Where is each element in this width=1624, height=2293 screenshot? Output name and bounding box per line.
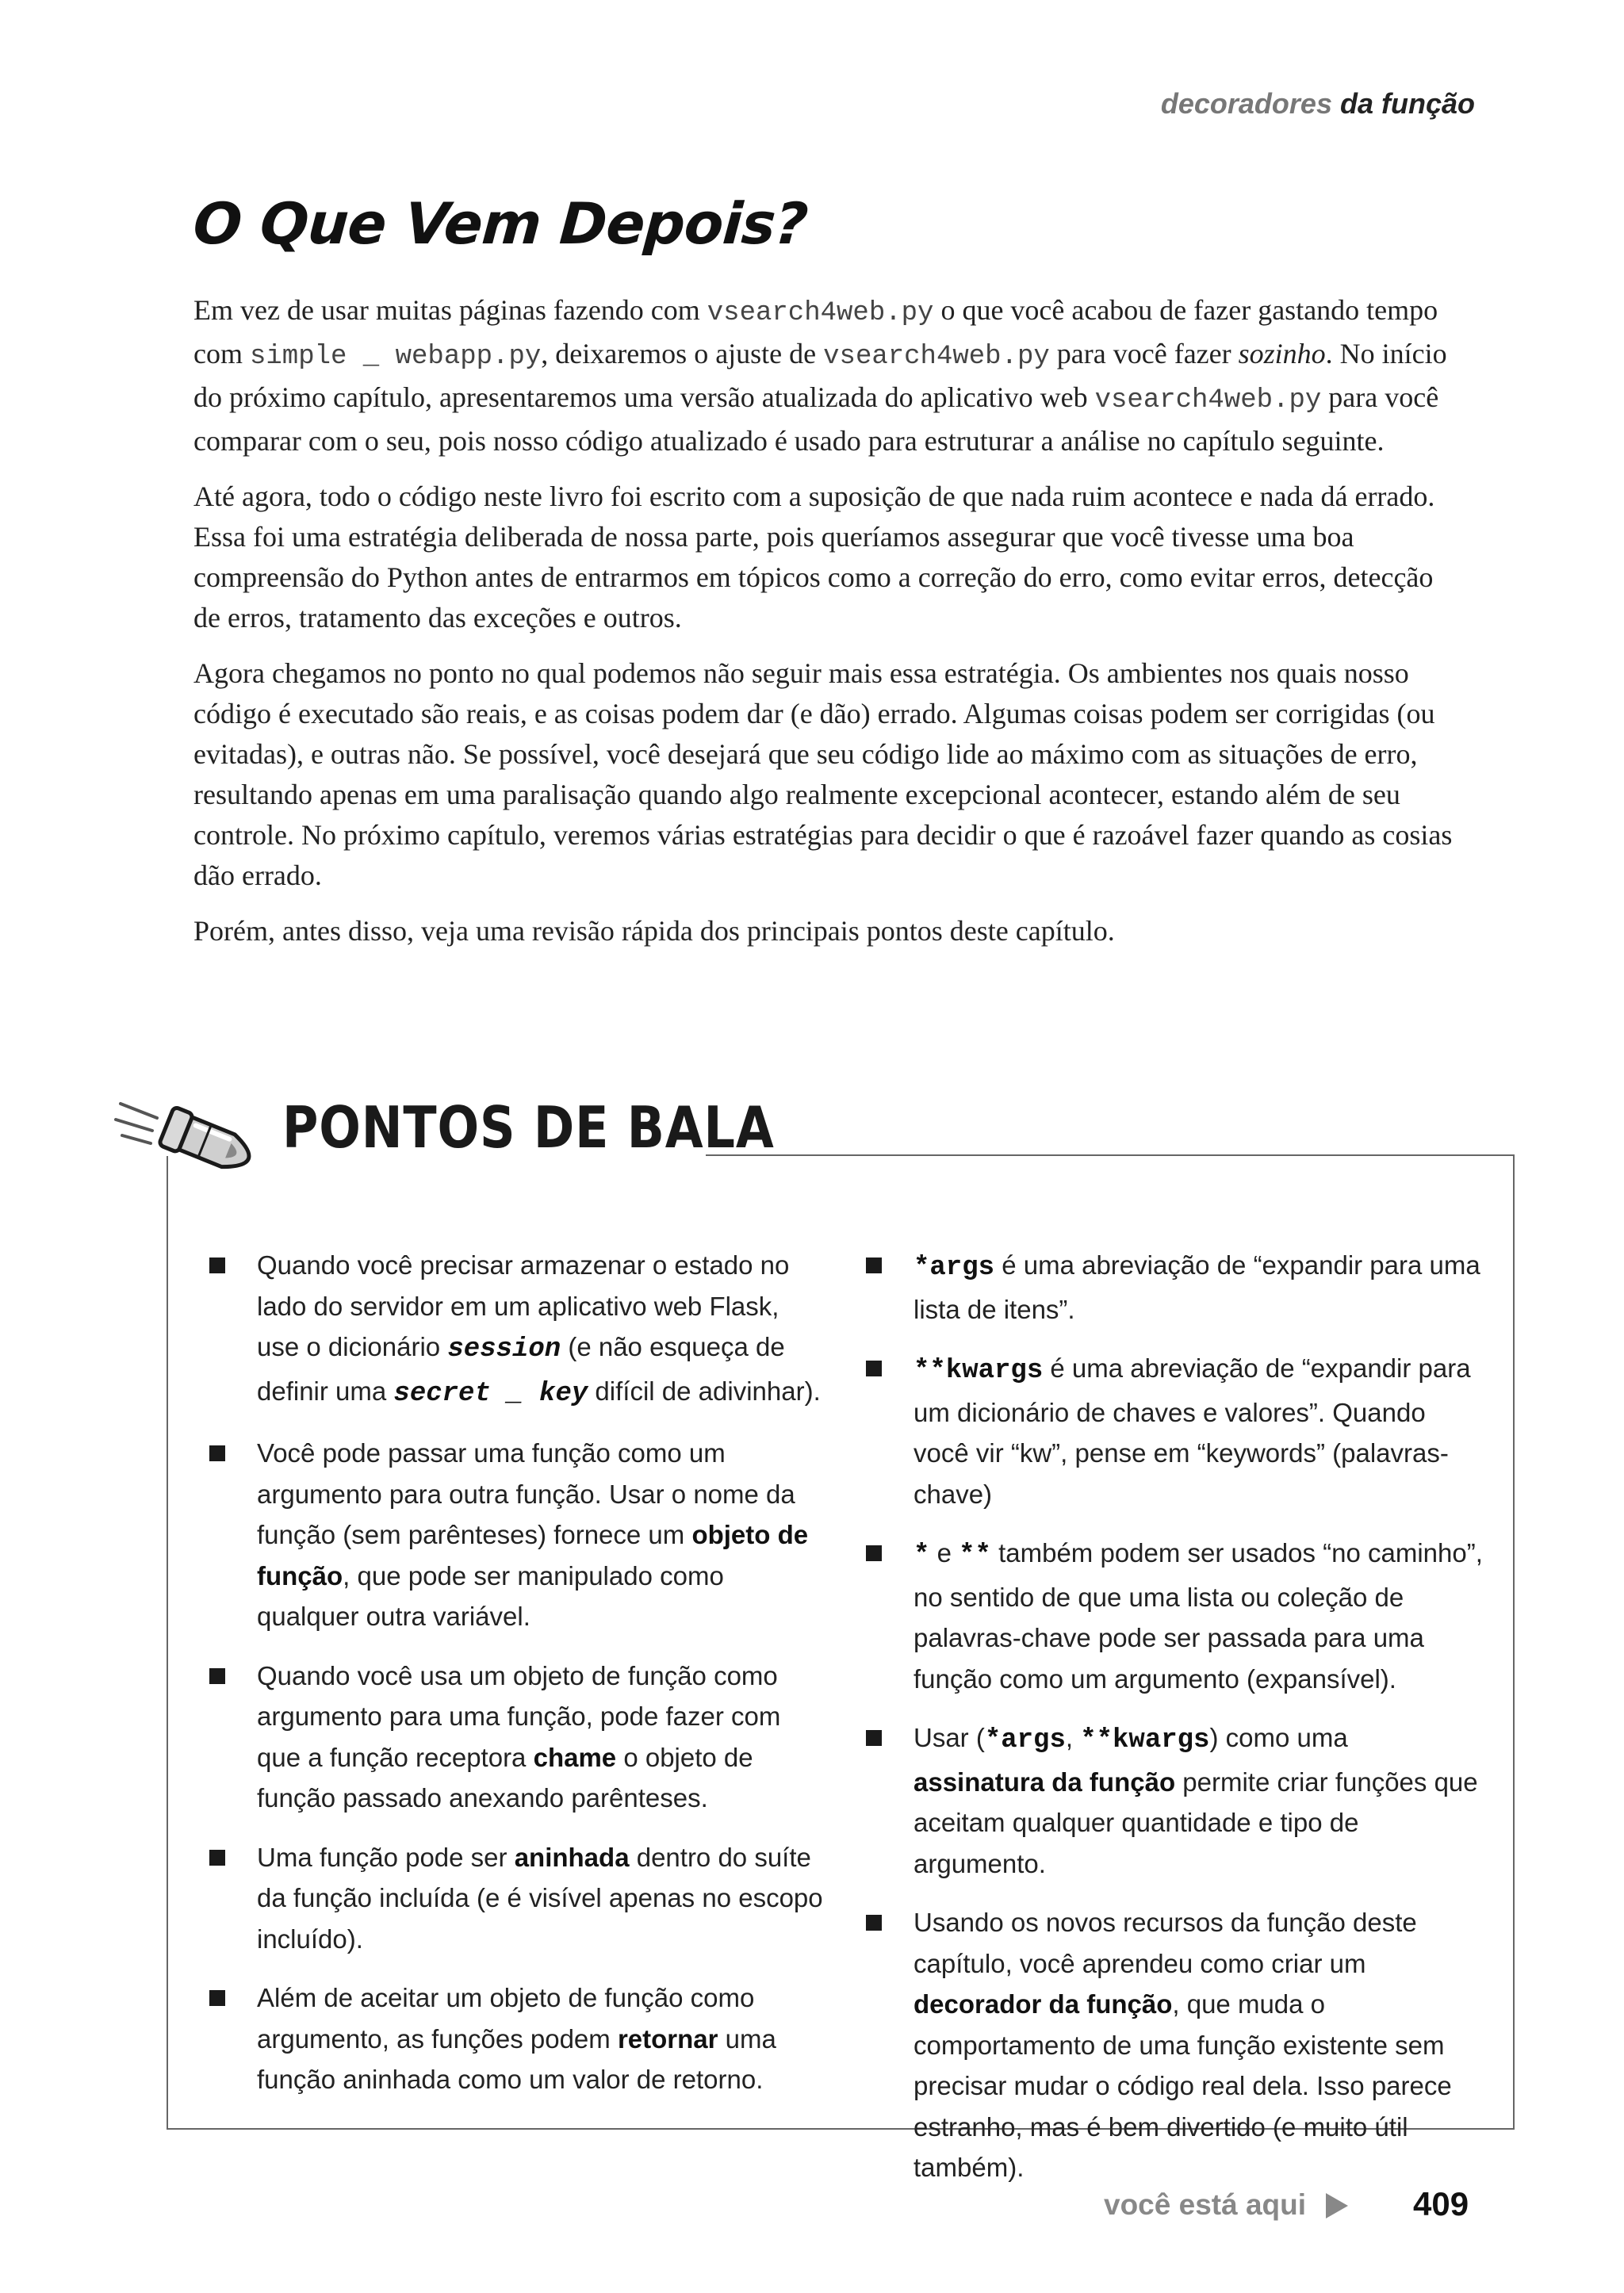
footer-label: você está aqui [1104,2188,1307,2221]
bold-term: objeto de função [257,1520,809,1591]
list-item [209,1245,828,1414]
text: Uma função pode ser [257,1842,515,1872]
list-item [866,1245,1484,1330]
square-bullet-icon [209,1990,225,2006]
text: ) como uma [1209,1723,1348,1752]
list-item [209,1433,828,1637]
code-filename: vsearch4web.py [707,298,934,328]
bullet-column-left [209,1245,828,2119]
bullet-points-title: PONTOS DE BALA [282,1094,775,1161]
text: uma função aninhada como um valor de retorno. [257,2023,776,2094]
code-filename: vsearch4web.py [1094,385,1322,415]
text: Usando os novos recursos da função deste capítulo, você aprendeu como criar um [914,1908,1417,1978]
text: e [929,1538,959,1568]
bold-term: chame [533,1742,617,1772]
square-bullet-icon [209,1850,225,1866]
square-bullet-icon [209,1445,225,1461]
square-bullet-icon [866,1730,882,1746]
code-term: * [914,1541,930,1571]
text: também podem ser usados “no caminho”, no sentido de que uma lista ou coleção de palavras-chave pode ser passada para uma função como um argumento (expansível). [914,1538,1483,1694]
text: Quando você usa um objeto de função como argumento para uma função, pode fazer com que a função receptora [257,1660,781,1772]
list-item [209,1837,828,1960]
square-bullet-icon [866,1258,882,1273]
paragraph-2: Até agora, todo o código neste livro foi escrito com a suposição de que nada ruim acontece e nada dá errado. Essa foi uma estratégia deliberada de nossa parte, pois queríamos assegurar que você tivesse uma boa compreensão do Python antes de entrarmos em tópicos como a correção do erro, como evitar erros, detecção de erros, tratamento das exceções e outros. [193,480,1435,634]
code-term: *args [914,1253,995,1283]
body-text [193,290,1454,967]
bold-term: retornar [617,2023,718,2054]
paragraph-3: Agora chegamos no ponto no qual podemos não seguir mais essa estratégia. Os ambientes nos quais nosso código é executado são reais, e as coisas podem dar (e dão) errado. Algumas coisas podem ser corrigidas (ou evitadas), e outras não. Se possível, você desejará que seu código lide ao máximo com as situações de erro, resultando apenas em uma paralisação quando algo realmente excepcional acontecer, estando além de seu controle. No próximo capítulo, veremos várias estratégias para decidir o que é razoável fazer quando as cosias dão errado. [193,657,1453,891]
text: Além de aceitar um objeto de função como argumento, as funções podem [257,1983,755,2054]
square-bullet-icon [209,1258,225,1273]
bold-term: aninhada [514,1842,630,1872]
bold-term: assinatura da função [914,1767,1176,1797]
text: , que pode ser manipulado como qualquer outra variável. [257,1560,724,1631]
list-item [209,1656,828,1819]
code-term: **kwargs [914,1356,1044,1386]
square-bullet-icon [866,1545,882,1561]
text: é uma abreviação de “expandir para um dicionário de chaves e valores”. Quando você vir “kw”, pense em “keywords” (palavras-chave) [914,1353,1471,1509]
paragraph-1 [193,290,1454,461]
text: para você fazer [1049,338,1239,369]
emphasis: sozinho [1238,338,1326,369]
code-filename: simple _ webapp.py [249,342,542,372]
text: o que você acabou de fazer gastando tempo com [193,294,1438,369]
list-item [866,1902,1484,2188]
square-bullet-icon [209,1668,225,1684]
list-item [866,1533,1484,1699]
list-item [866,1717,1484,1884]
list-item [866,1348,1484,1514]
bold-term: decorador da função [914,1989,1173,2019]
text: permite criar funções que aceitam qualquer quantidade e tipo de argumento. [914,1767,1478,1878]
triangle-right-icon [1326,2193,1348,2218]
bullet-column-right [866,1245,1484,2207]
square-bullet-icon [866,1915,882,1931]
text: Quando você precisar armazenar o estado no lado do servidor em um aplicativo web Flask, use o dicionário [257,1250,790,1361]
code-term: secret _ key [393,1378,588,1409]
text: , deixaremos o ajuste de [541,338,824,369]
text: para você comparar com o seu, pois nosso código atualizado é usado para estruturar a análise no capítulo seguinte. [193,381,1439,457]
page-title: O Que Vem Depois? [191,190,810,257]
text: Usar ( [914,1723,985,1752]
page-number: 409 [1413,2185,1469,2222]
running-head-section: decoradores [1160,87,1332,120]
text: Em vez de usar muitas páginas fazendo com [193,294,707,326]
text: , [1065,1723,1081,1752]
list-item [209,1977,828,2100]
code-term: session [447,1334,561,1365]
text: o objeto de função passado anexando parênteses. [257,1742,753,1813]
text: dentro do suíte da função incluída (e é visível apenas no escopo incluído). [257,1842,823,1954]
text: , que muda o comportamento de uma função existente sem precisar mudar o código real dela. Isso parece estranho, mas é bem divertido (e muito útil também). [914,1989,1452,2182]
text: (e não esqueça de definir uma [257,1332,785,1406]
text: . No início do próximo capítulo, apresentaremos uma versão atualizada do aplicativo web [193,338,1447,413]
code-term: **kwargs [1080,1725,1210,1755]
paragraph-4: Porém, antes disso, veja uma revisão rápida dos principais pontos deste capítulo. [193,915,1115,947]
code-filename: vsearch4web.py [823,342,1050,372]
code-term: ** [959,1541,991,1571]
text: Você pode passar uma função como um argumento para outra função. Usar o nome da função (sem parênteses) fornece um [257,1438,795,1549]
text: é uma abreviação de “expandir para uma lista de itens”. [914,1250,1480,1324]
running-head [1161,87,1475,121]
running-head-topic: da função [1339,87,1475,120]
text: difícil de adivinhar). [588,1376,821,1406]
square-bullet-icon [866,1361,882,1376]
code-term: *args [984,1725,1066,1755]
